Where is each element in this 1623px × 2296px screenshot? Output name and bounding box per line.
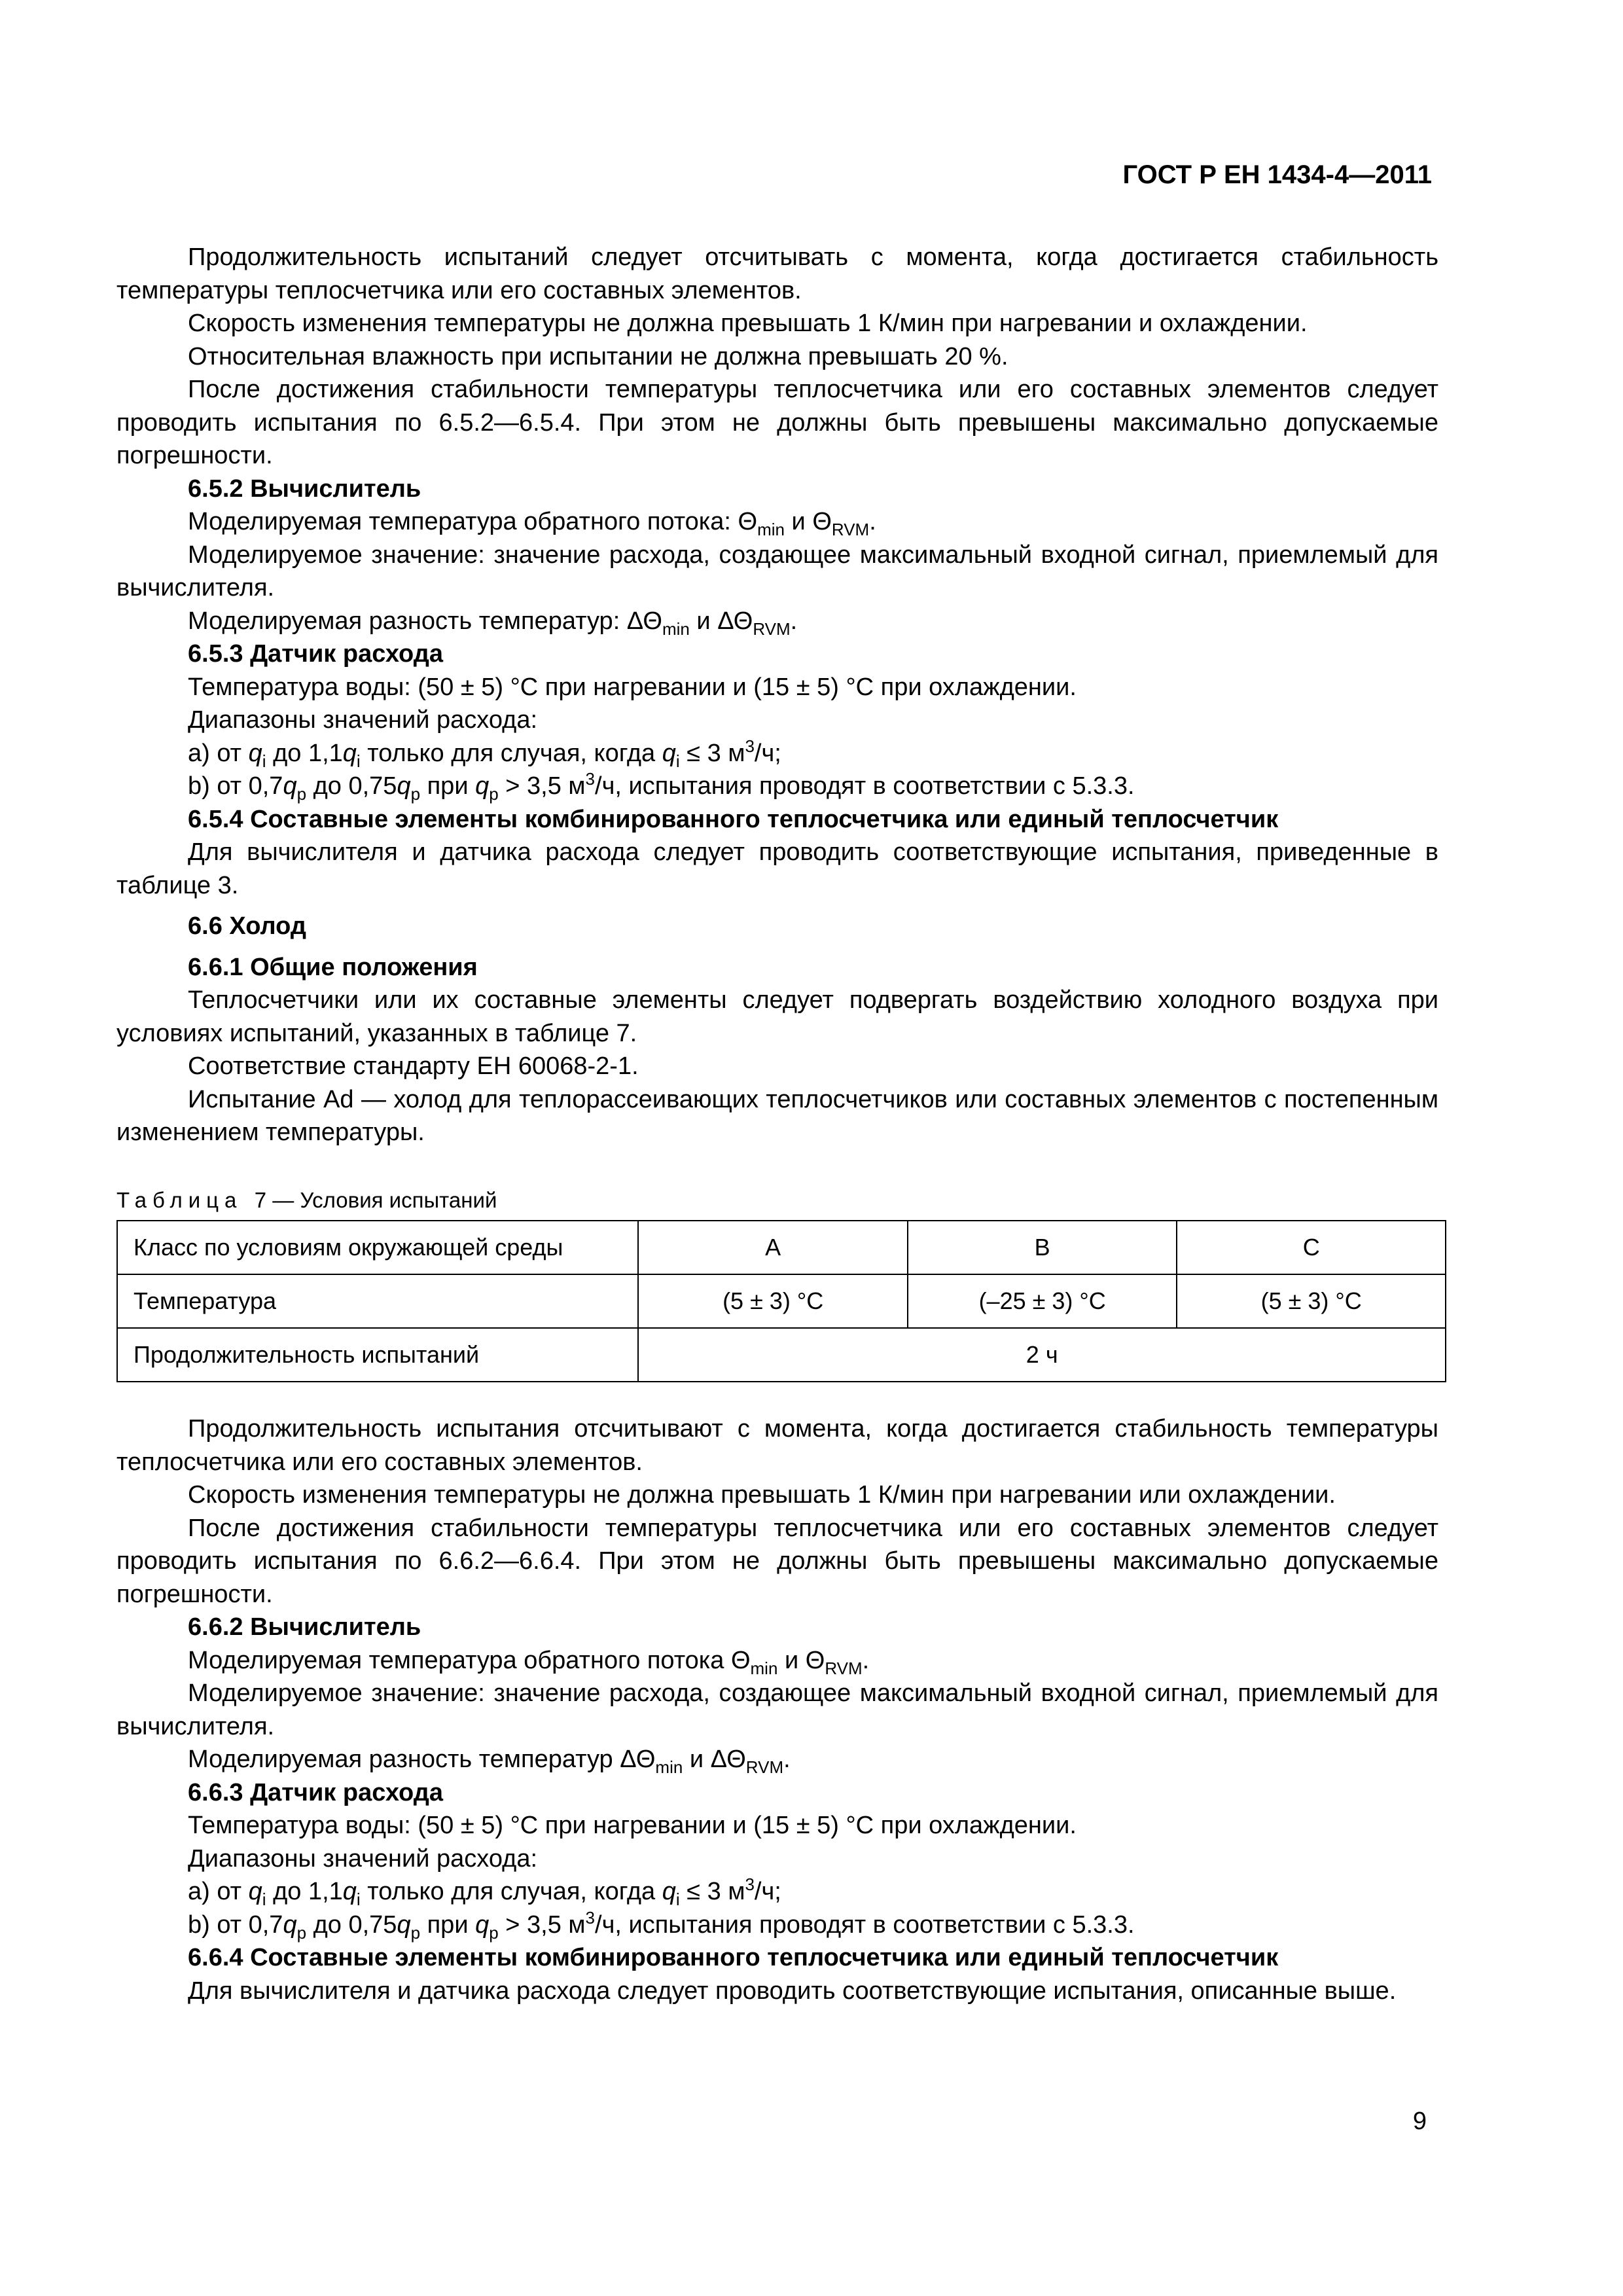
- list-item-a: a) от $q_i$ до $1,1q_i$ только для случая, когда $q_i \le 3$ $м^3/ч$;: [188, 1874, 781, 1909]
- paragraph: Диапазоны значений расхода:: [188, 1844, 538, 1873]
- text-section-1: [116, 241, 1438, 1149]
- page-number: 9: [1412, 2108, 1427, 2135]
- table-cell: Продолжительность испытаний: [117, 1328, 638, 1382]
- table-cell: A: [638, 1221, 908, 1274]
- standard-code: ГОСТ Р ЕН 1434-4—2011: [1122, 160, 1432, 189]
- heading-6-5-4: 6.5.4 Составные элементы комбинированного теплосчетчика или единый теплосчетчик: [188, 805, 1279, 833]
- paragraph: Скорость изменения температуры не должна превышать 1 К/мин при нагревании или охлаждении.: [188, 1481, 1336, 1509]
- paragraph: Диапазоны значений расхода:: [188, 706, 538, 734]
- paragraph: После достижения стабильности температуры теплосчетчика или его составных элементов следует проводить испытания по 6.6.2—6.6.4. При этом не должны быть превышены максимально допускаемые погрешности.: [116, 1514, 1438, 1608]
- list-item-b: b) от $0,7q_p$ до $0,75q_p$ при $q_p > 3,5$ $м^3/ч$, испытания проводят в соответствии с 5.3.3.: [188, 769, 1135, 804]
- table-cell: Класс по условиям окружающей среды: [117, 1221, 638, 1274]
- paragraph: Теплосчетчики или их составные элементы следует подвергать воздействию холодного воздуха при условиях испытаний, указанных в таблице 7.: [116, 986, 1438, 1047]
- paragraph: Моделируемое значение: значение расхода, создающее максимальный входной сигнал, приемлемый для вычислителя.: [116, 541, 1438, 601]
- return-temp-line: Моделируемая температура обратного потока: $\Theta_{min}$ и $\Theta_{RVM}$.: [188, 508, 876, 539]
- table-row: [117, 1274, 1446, 1328]
- paragraph: Моделируемое значение: значение расхода, создающее максимальный входной сигнал, приемлемый для вычислителя.: [116, 1679, 1438, 1740]
- heading-6-6-1: 6.6.1 Общие положения: [188, 953, 478, 981]
- paragraph: Температура воды: (50 ± 5) °C при нагревании и (15 ± 5) °C при охлаждении.: [188, 673, 1077, 701]
- paragraph: Продолжительность испытаний следует отсчитывать с момента, когда достигается стабильность температуры теплосчетчика или его составных элементов.: [116, 243, 1438, 304]
- test-conditions-table: [116, 1220, 1446, 1382]
- table-row: [117, 1328, 1446, 1382]
- table-cell: B: [908, 1221, 1177, 1274]
- temp-diff-line: Моделируемая разность температур $\Delta\Theta_{min}$ и $\Delta\Theta_{RVM}$.: [188, 1746, 791, 1777]
- heading-6-6-4: 6.6.4 Составные элементы комбинированного теплосчетчика или единый теплосчетчик: [188, 1944, 1279, 1971]
- heading-6-6-2: 6.6.2 Вычислитель: [188, 1613, 421, 1641]
- table-7-block: [116, 1186, 1446, 1382]
- table-cell: Температура: [117, 1274, 638, 1328]
- table-cell: 2 ч: [638, 1328, 1446, 1382]
- paragraph: Относительная влажность при испытании не должна превышать 20 %.: [188, 342, 1008, 370]
- paragraph: Испытание Ad — холод для теплорассеивающих теплосчетчиков или составных элементов с постепенным изменением температуры.: [116, 1085, 1438, 1146]
- heading-6-5-3: 6.5.3 Датчик расхода: [188, 640, 444, 668]
- table-caption: Таблица 7 — Условия испытаний: [116, 1188, 497, 1212]
- list-item-a: a) от $q_i$ до $1,1q_i$ только для случая, когда $q_i \le 3$ $м^3/ч$;: [188, 736, 781, 771]
- table-cell: (–25 ± 3) °C: [908, 1274, 1177, 1328]
- temp-diff-line: Моделируемая разность температур: $\Delta\Theta_{min}$ и $\Delta\Theta_{RVM}$.: [188, 607, 798, 639]
- paragraph: Скорость изменения температуры не должна превышать 1 К/мин при нагревании и охлаждении.: [188, 310, 1308, 337]
- text-section-2: [116, 1412, 1438, 2007]
- paragraph: Продолжительность испытания отсчитывают с момента, когда достигается стабильность температуры теплосчетчика или его составных элементов.: [116, 1415, 1438, 1476]
- table-row: [117, 1221, 1446, 1274]
- table-cell: (5 ± 3) °C: [1177, 1274, 1446, 1328]
- paragraph: Соответствие стандарту ЕН 60068-2-1.: [188, 1052, 639, 1080]
- paragraph: Для вычислителя и датчика расхода следует проводить соответствующие испытания, описанные выше.: [188, 1977, 1397, 2005]
- paragraph: Температура воды: (50 ± 5) °C при нагревании и (15 ± 5) °C при охлаждении.: [188, 1812, 1077, 1839]
- heading-6-6: 6.6 Холод: [188, 912, 306, 940]
- paragraph: Для вычислителя и датчика расхода следует проводить соответствующие испытания, приведенные в таблице 3.: [116, 838, 1438, 899]
- table-cell: C: [1177, 1221, 1446, 1274]
- heading-6-5-2: 6.5.2 Вычислитель: [188, 475, 421, 503]
- paragraph: После достижения стабильности температуры теплосчетчика или его составных элементов следует проводить испытания по 6.5.2—6.5.4. При этом не должны быть превышены максимально допускаемые погрешности.: [116, 376, 1438, 469]
- return-temp-line: Моделируемая температура обратного потока $\Theta_{min}$ и $\Theta_{RVM}$.: [188, 1646, 870, 1678]
- list-item-b: b) от $0,7q_p$ до $0,75q_p$ при $q_p > 3,5$ $м^3/ч$, испытания проводят в соответствии с 5.3.3.: [188, 1907, 1135, 1943]
- table-cell: (5 ± 3) °C: [638, 1274, 908, 1328]
- heading-6-6-3: 6.6.3 Датчик расхода: [188, 1778, 444, 1806]
